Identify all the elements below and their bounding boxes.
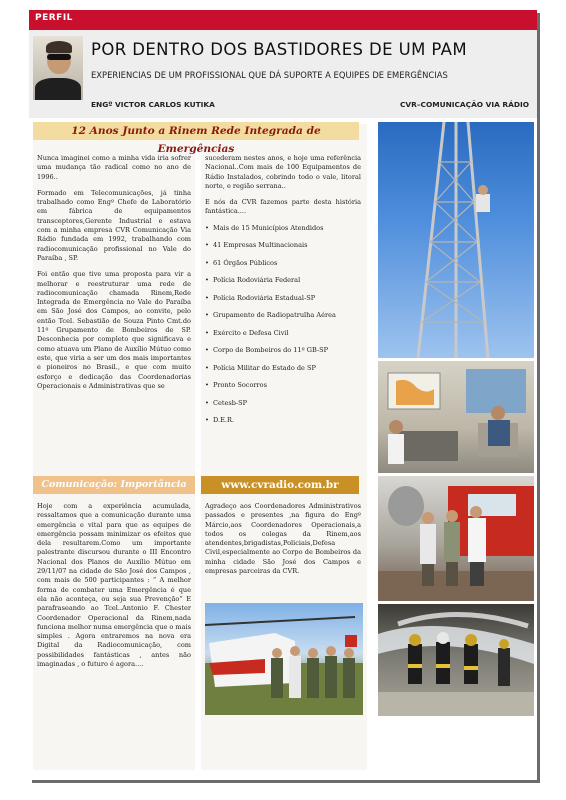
- website-link[interactable]: www.cvradio.com.br: [201, 476, 359, 494]
- helicopter-team-photo: [205, 603, 363, 715]
- header-bar: [29, 10, 537, 30]
- article-column-1-bottom: [37, 502, 191, 676]
- article-content: [29, 118, 537, 780]
- list-item: • Polícia Militar do Estado de SP: [205, 364, 361, 373]
- team-truck-photo: [378, 476, 534, 601]
- list-item: • Corpo de Bombeiros do 11º GB-SP: [205, 346, 361, 355]
- paragraph: Nunca imaginei como a minha vida iria sofrer uma mudança tão radical como no ano de 1996..: [37, 154, 191, 181]
- firefighters-photo: [378, 604, 534, 716]
- list-item: • Polícia Rodoviária Federal: [205, 276, 361, 285]
- article-column-1: [37, 154, 191, 398]
- list-item: • Polícia Rodoviária Estadual-SP: [205, 294, 361, 303]
- paragraph: Foi então que tive uma proposta para vir a melhorar e reestruturar uma rede de radiocomunicação chamada Rinem,Rede Integrada de Emergência no Vale do Paraíba em São José dos Campos, ao convite, pelo então Tcel. Sebastião de Souza Pinto Cmt.do 11º Grupamento de Bombeiros de SP. Desconhecia por completo que significava e como atuava um Plano de Auxílio Mútuo como este, que viria a ser um dos mais importantes e pioneiros no Brasil., e que com muito esforço e dedicação das Coordenadorias Operacionais e Administrativas que se: [37, 270, 191, 390]
- office-photo: [378, 361, 534, 473]
- radio-tower-photo: [378, 122, 534, 358]
- paragraph: E nós da CVR fazemos parte desta história fantástica....: [205, 198, 361, 216]
- article-column-2-bottom: [205, 502, 361, 583]
- communication-banner: Comunicação: Importância: [33, 476, 195, 494]
- paragraph: sucederam nestes anos, e hoje uma referência Nacional..Com mais de 100 Equipamentos de Rádio Instalados, cobrindo todo o vale, litoral norte, e região serrana..: [205, 154, 361, 190]
- header: [29, 30, 537, 118]
- page-title: POR DENTRO DOS BASTIDORES DE UM PAM: [91, 40, 467, 59]
- article-banner: 12 Anos Junto a Rinem Rede Integrada de Emergências: [33, 122, 359, 140]
- list-item: • Exército e Defesa Civil: [205, 329, 361, 338]
- article-column-2: [205, 154, 361, 434]
- page-subtitle: EXPERIENCIAS DE UM PROFISSIONAL QUE DÁ SUPORTE A EQUIPES DE EMERGÊNCIAS: [91, 70, 448, 80]
- paragraph: Agradeço aos Coordenadores Administrativos passados e presentes ,na figura do Engº Márcio,aos Coordenadores Operacionais,a todos os colegas da Rinem,aos atendentes,brigadistas,Policiais,Defesa Civil,especialmente ao Corpo de Bombeiros da minha cidade São José dos Campos e empresas parceiras da CVR.: [205, 502, 361, 576]
- radio-tower-illustration: [378, 122, 534, 358]
- author-name: ENGº VICTOR CARLOS KUTIKA: [91, 100, 215, 109]
- paragraph: Hoje com a experiência acumulada, ressaltamos que a comunicação durante uma emergência e vital para que as equipes de emergência possam minimizar os efeitos que dela resultarem.Como um importante palestrante discursou durante o III Encontro Nacional dos Planos de Auxílio Mútuo em 29/11/07 na cidade de São José dos Campos , com mais de 500 participantes : “ A melhor forma de combater uma Emergência é que ela não aconteça, ou seja sua Prevenção” E parafraseando ao Tcel..Antonio F. Chester Coordenador Operacional da Rinem,nada funciona melhor numa emergência que o mais simples . Agora entraremos na nova era Digital da Radiocomunicação, com possibilidades fantásticas , antes não imaginadas , o futuro é agora....: [37, 502, 191, 669]
- list-item: • Mais de 15 Municípios Atendidos: [205, 224, 361, 233]
- author-photo: [33, 36, 83, 100]
- list-item: • D.E.R.: [205, 416, 361, 425]
- list-item: • 61 Órgãos Públicos: [205, 259, 361, 268]
- clients-list: [205, 224, 361, 426]
- company-name: CVR–COMUNICAÇÃO VIA RÁDIO: [399, 100, 529, 109]
- section-label: PERFIL: [35, 13, 73, 23]
- list-item: • Grupamento de Radiopatrulha Aérea: [205, 311, 361, 320]
- list-item: • 41 Empresas Multinacionais: [205, 241, 361, 250]
- newsletter-page: [29, 10, 537, 780]
- paragraph: Formado em Telecomunicações, já tinha trabalhado como Engº Chefe de Laboratório em fábrica de equipamentos transceptores,Gerente Industrial e estava com a minha empresa CVR Comunicação Via Rádio fundada em 1992, trabalhando com radiocomunicação profissional no Vale do Paraíba , SP.: [37, 188, 191, 262]
- list-item: • Cetesb-SP: [205, 399, 361, 408]
- list-item: • Pronto Socorros: [205, 381, 361, 390]
